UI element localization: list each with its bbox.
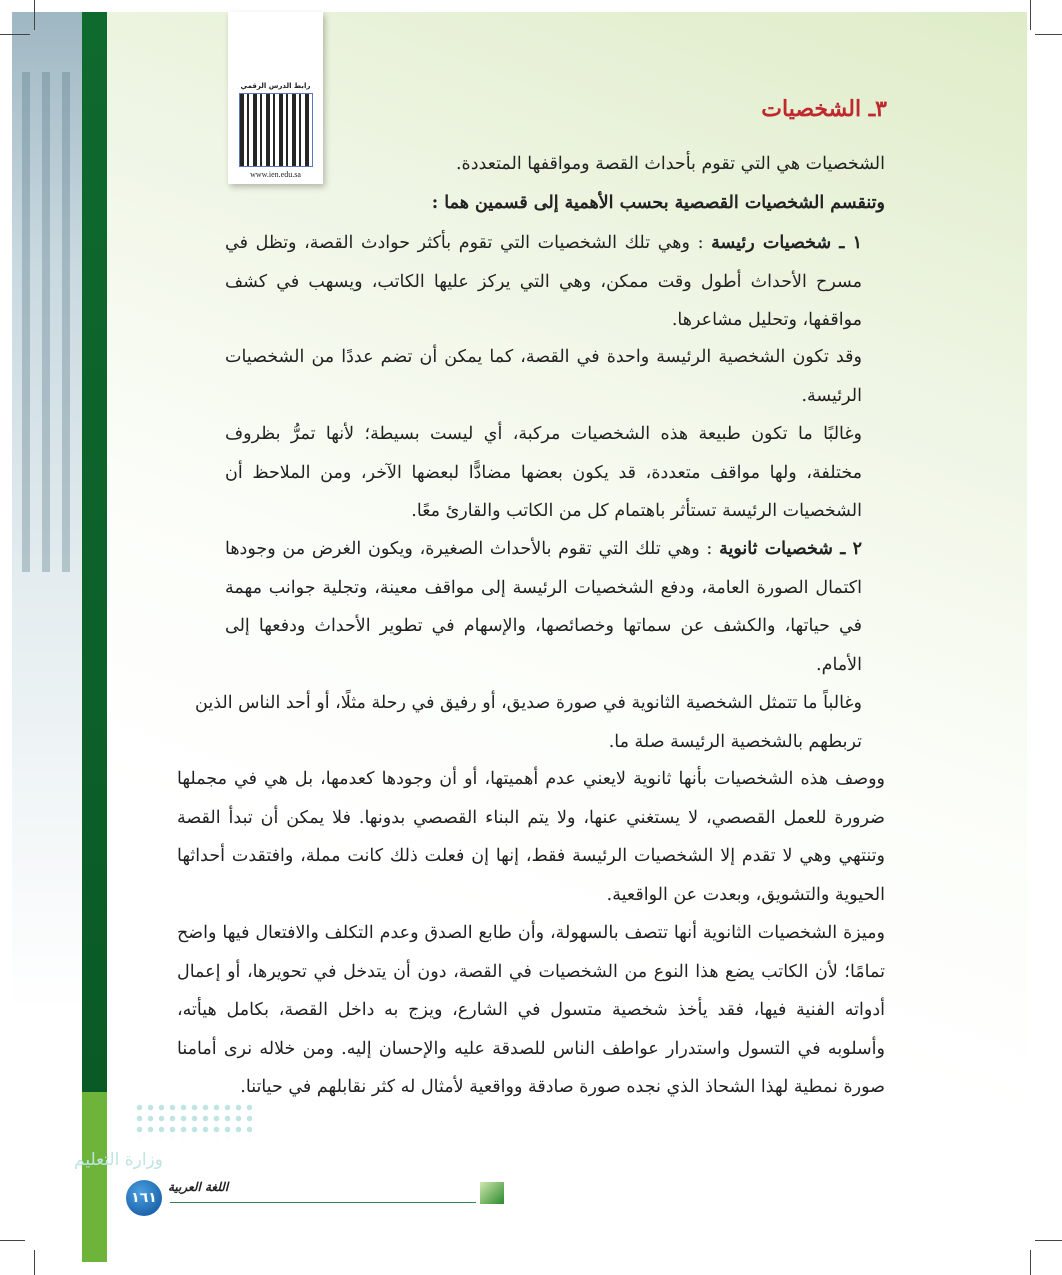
item-secondary-characters [225, 530, 862, 684]
division-paragraph: وتنقسم الشخصيات القصصية بحسب الأهمية إلى قسمين هما : [431, 193, 885, 213]
crop-mark [1030, 0, 1031, 30]
item-heading: ٢ ـ شخصيات ثانوية [719, 539, 862, 559]
item-body: : وهي تلك الشخصيات التي تقوم بأكثر حوادث القصة، وتظل في مسرح الأحداث أطول وقت ممكن، وهي التي يركز عليها الكاتب، ويسهب في كشف مواقفها، وتحليل مشاعرها. [225, 233, 862, 330]
paragraph: وغالباً ما تتمثل الشخصية الثانوية في صورة صديق، أو رفيق في رحلة مثلًا، أو أحد الناس الذين تربطهم بالشخصية الرئيسة صلة ما. [195, 693, 862, 752]
paragraph: وقد تكون الشخصية الرئيسة واحدة في القصة، كما يمكن أن تضم عددًا من الشخصيات الرئيسة. [225, 347, 862, 406]
page-number: ١٦١ [126, 1180, 162, 1216]
intro-paragraph: الشخصيات هي التي تقوم بأحداث القصة ومواقفها المتعددة. [455, 154, 885, 174]
crop-mark [1035, 34, 1062, 35]
paragraph: ووصف هذه الشخصيات بأنها ثانوية لايعني عدم أهميتها، أو أن وجودها كعدمها، بل هي في مجملها ضرورة للعمل القصصي، لا يستغني عنها، ولا يتم البناء القصصي بدونها. فلا يمكن أن تبدأ القصة وتنتهي وهي لا تقدم إلا الشخصيات الرئيسة فقط، إنها إن فعلت ذلك كانت مملة، وافتقدت أحداثها الحيوية والتشويق، وبعدت عن الواقعية. [177, 769, 885, 905]
subject-label: اللغة العربية [168, 1180, 229, 1194]
crop-mark [0, 1240, 25, 1241]
item-heading: ١ ـ شخصيات رئيسة [711, 233, 862, 253]
chart-logo-icon [480, 1182, 504, 1204]
crop-mark [1030, 1250, 1031, 1275]
section-title: ٣ـ الشخصيات [761, 96, 887, 122]
side-bar-bottom [82, 1092, 107, 1262]
minaret-image [12, 12, 82, 1262]
ministry-watermark: وزارة التعليم [74, 1150, 163, 1170]
item-main-characters [225, 224, 862, 340]
qr-url[interactable]: www.ien.edu.sa [250, 170, 301, 179]
paragraph: وميزة الشخصيات الثانوية أنها تتصف بالسهولة، وأن طابع الصدق وعدم التكلف والافتعال فيها واضح تمامًا؛ لأن الكاتب يضع هذا النوع من الشخصيات في القصة، دون أن يتدخل في تحويرها، أو إعمال أدواته الفنية فيها، فقد يأخذ شخصية متسول في الشارع، ويزج به داخل القصة، بكامل هيأته، وأسلوبه في التسول واستدرار عواطف الناس للصدقة عليه والإحسان إليه. ومن خلاله نرى أمامنا صورة نمطية لهذا الشحاذ الذي نجده صورة صادقة وواقعية لأمثال له كثر نقابلهم في حياتنا. [177, 923, 885, 1097]
crop-mark [1035, 1240, 1062, 1241]
side-bar [82, 12, 107, 1092]
paragraph: وغالبًا ما تكون طبيعة هذه الشخصيات مركبة، أي ليست بسيطة؛ لأنها تمرُّ بظروف مختلفة، ولها مواقف متعددة، قد يكون بعضها مضادًّا لبعضها الآخر، ومن الملاحظ أن الشخصيات الرئيسة تستأثر باهتمام كل من الكاتب والقارئ معًا. [225, 424, 862, 521]
crop-mark [34, 0, 35, 30]
item-body: : وهي تلك التي تقوم بالأحداث الصغيرة، ويكون الغرض من وجودها اكتمال الصورة العامة، ودفع الشخصيات الرئيسة إلى مواقف معينة، وتجلية جوانب مهمة في حياتها، والكشف عن سماتها وخصائصها، والإسهام في تطوير الأحداث ودفعها إلى الأمام. [225, 539, 862, 675]
crop-mark [34, 1250, 35, 1275]
qr-label: رابط الدرس الرقمي [240, 82, 311, 90]
footer-divider [170, 1202, 476, 1203]
crop-mark [0, 34, 30, 35]
ministry-logo-dots [134, 1102, 252, 1138]
